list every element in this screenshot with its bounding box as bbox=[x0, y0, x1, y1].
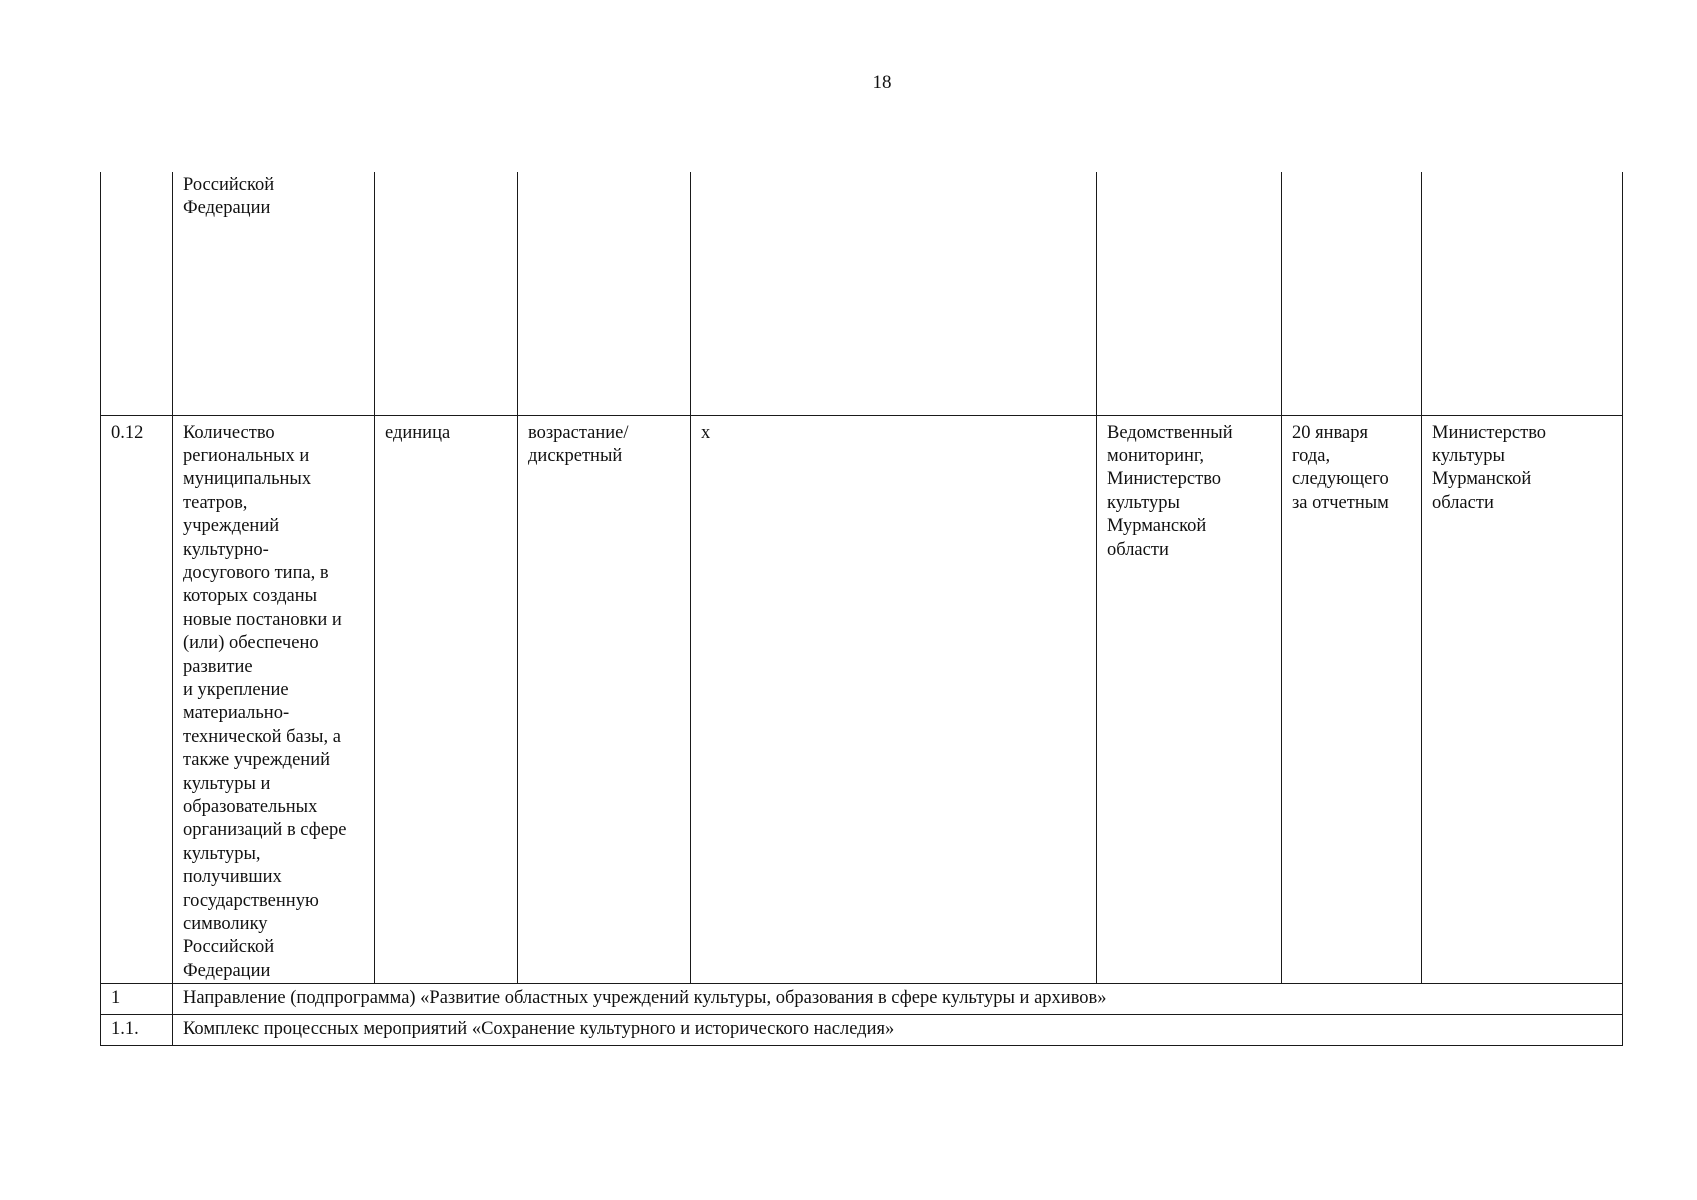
cell-method bbox=[691, 172, 1097, 415]
cell-source: Ведомственный мониторинг, Министерство культуры Мурманской области bbox=[1097, 415, 1282, 984]
page-number: 18 bbox=[872, 72, 892, 93]
indicators-table bbox=[100, 172, 1623, 1046]
cell-name: Российской Федерации bbox=[173, 172, 375, 415]
cell-unit bbox=[375, 172, 518, 415]
cell-deadline: 20 января года, следующего за отчетным bbox=[1282, 415, 1422, 984]
cell-num bbox=[101, 172, 173, 415]
cell-unit: единица bbox=[375, 415, 518, 984]
cell-source bbox=[1097, 172, 1282, 415]
cell-section-title: Комплекс процессных мероприятий «Сохранение культурного и исторического наследия» bbox=[173, 1015, 1623, 1046]
table-row-continuation bbox=[101, 172, 1623, 415]
cell-deadline bbox=[1282, 172, 1422, 415]
table-row-section bbox=[101, 984, 1623, 1015]
cell-method: х bbox=[691, 415, 1097, 984]
cell-num: 1 bbox=[101, 984, 173, 1015]
cell-section-title: Направление (подпрограмма) «Развитие областных учреждений культуры, образования в сфере культуры и архивов» bbox=[173, 984, 1623, 1015]
cell-responsible bbox=[1422, 172, 1623, 415]
cell-num: 1.1. bbox=[101, 1015, 173, 1046]
cell-name: Количество региональных и муниципальных театров, учреждений культурно- досугового типа, в которых созданы новые постановки и (или) обеспечено развитие и укрепление материально- технической базы, а также учреждений культуры и образовательных организаций в сфере культуры, получивших государственную символику Российской Федерации bbox=[173, 415, 375, 984]
cell-responsible: Министерство культуры Мурманской области bbox=[1422, 415, 1623, 984]
table-row-section bbox=[101, 1015, 1623, 1046]
cell-num: 0.12 bbox=[101, 415, 173, 984]
cell-type bbox=[518, 172, 691, 415]
cell-type: возрастание/ дискретный bbox=[518, 415, 691, 984]
table-row-indicator bbox=[101, 415, 1623, 984]
